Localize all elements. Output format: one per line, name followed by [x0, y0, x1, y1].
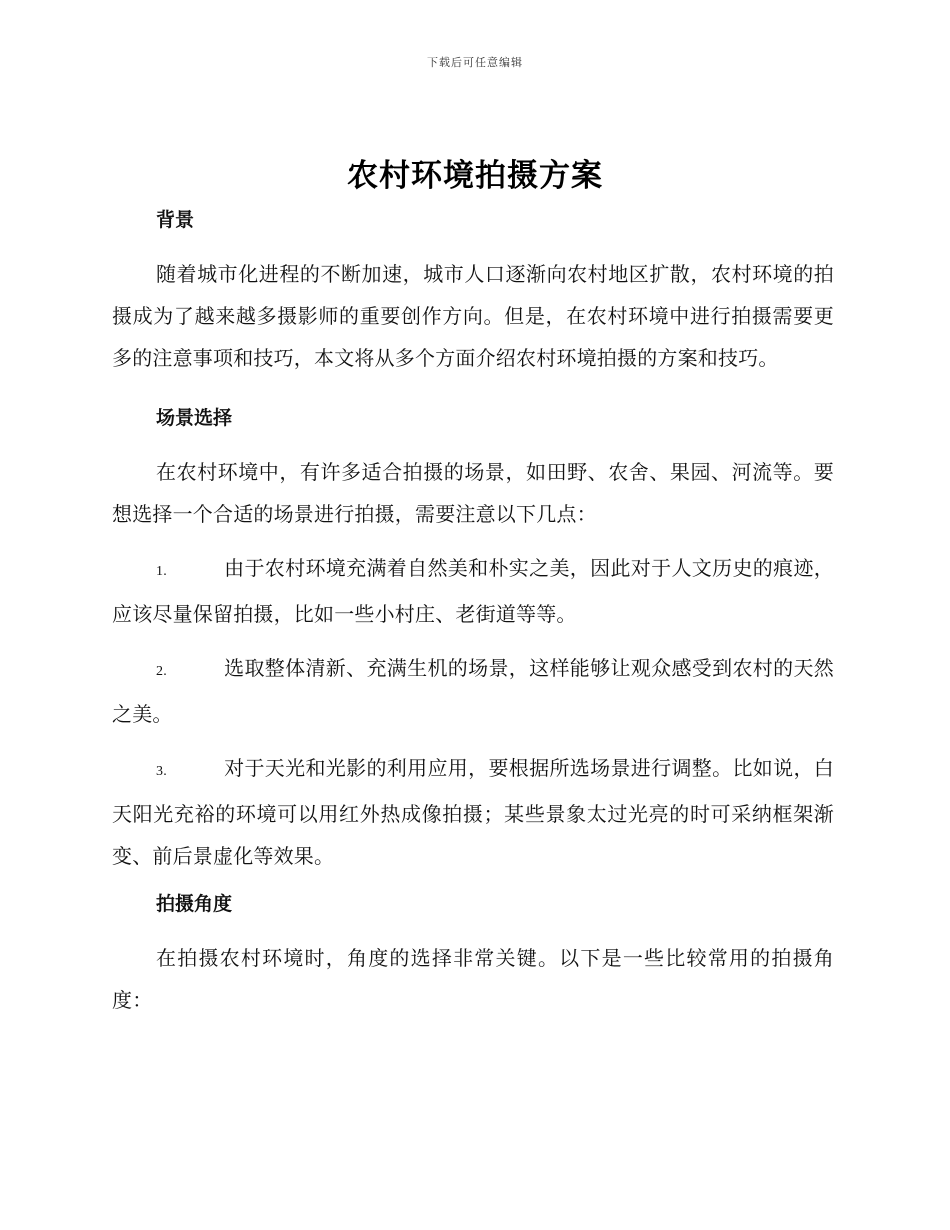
list-number: 1.: [156, 564, 167, 579]
document-body: [112, 205, 834, 1021]
section-background: [112, 205, 834, 379]
section-scene-selection: [112, 403, 834, 877]
list-text: 由于农村环境充满着自然美和朴实之美，因此对于人文历史的痕迹，应该尽量保留拍摄，比如一些小村庄、老街道等等。: [112, 556, 834, 626]
list-item: [112, 547, 834, 635]
document-title: 农村环境拍摄方案: [347, 158, 603, 194]
header-note: 下载后可任意编辑: [427, 56, 523, 69]
list-text: 选取整体清新、充满生机的场景，这样能够让观众感受到农村的天然之美。: [112, 656, 834, 726]
paragraph: 在农村环境中，有许多适合拍摄的场景，如田野、农舍、果园、河流等。要想选择一个合适的场景进行拍摄，需要注意以下几点：: [112, 460, 834, 526]
paragraph: 随着城市化进程的不断加速，城市人口逐渐向农村地区扩散，农村环境的拍摄成为了越来越多摄影师的重要创作方向。但是，在农村环境中进行拍摄需要更多的注意事项和技巧，本文将从多个方面介绍农村环境拍摄的方案和技巧。: [112, 262, 834, 370]
section-heading: 场景选择: [156, 407, 233, 429]
list-item: [112, 647, 834, 735]
section-heading: 背景: [156, 209, 195, 231]
list-number: 3.: [156, 764, 167, 779]
section-shooting-angle: [112, 889, 834, 1021]
section-heading: 拍摄角度: [156, 893, 233, 915]
list-number: 2.: [156, 664, 167, 679]
paragraph: 在拍摄农村环境时，角度的选择非常关键。以下是一些比较常用的拍摄角度：: [112, 946, 834, 1012]
list-text: 对于天光和光影的利用应用，要根据所选场景进行调整。比如说，白天阳光充裕的环境可以用红外热成像拍摄；某些景象太过光亮的时可采纳框架渐变、前后景虚化等效果。: [112, 756, 834, 868]
list-item: [112, 747, 834, 877]
